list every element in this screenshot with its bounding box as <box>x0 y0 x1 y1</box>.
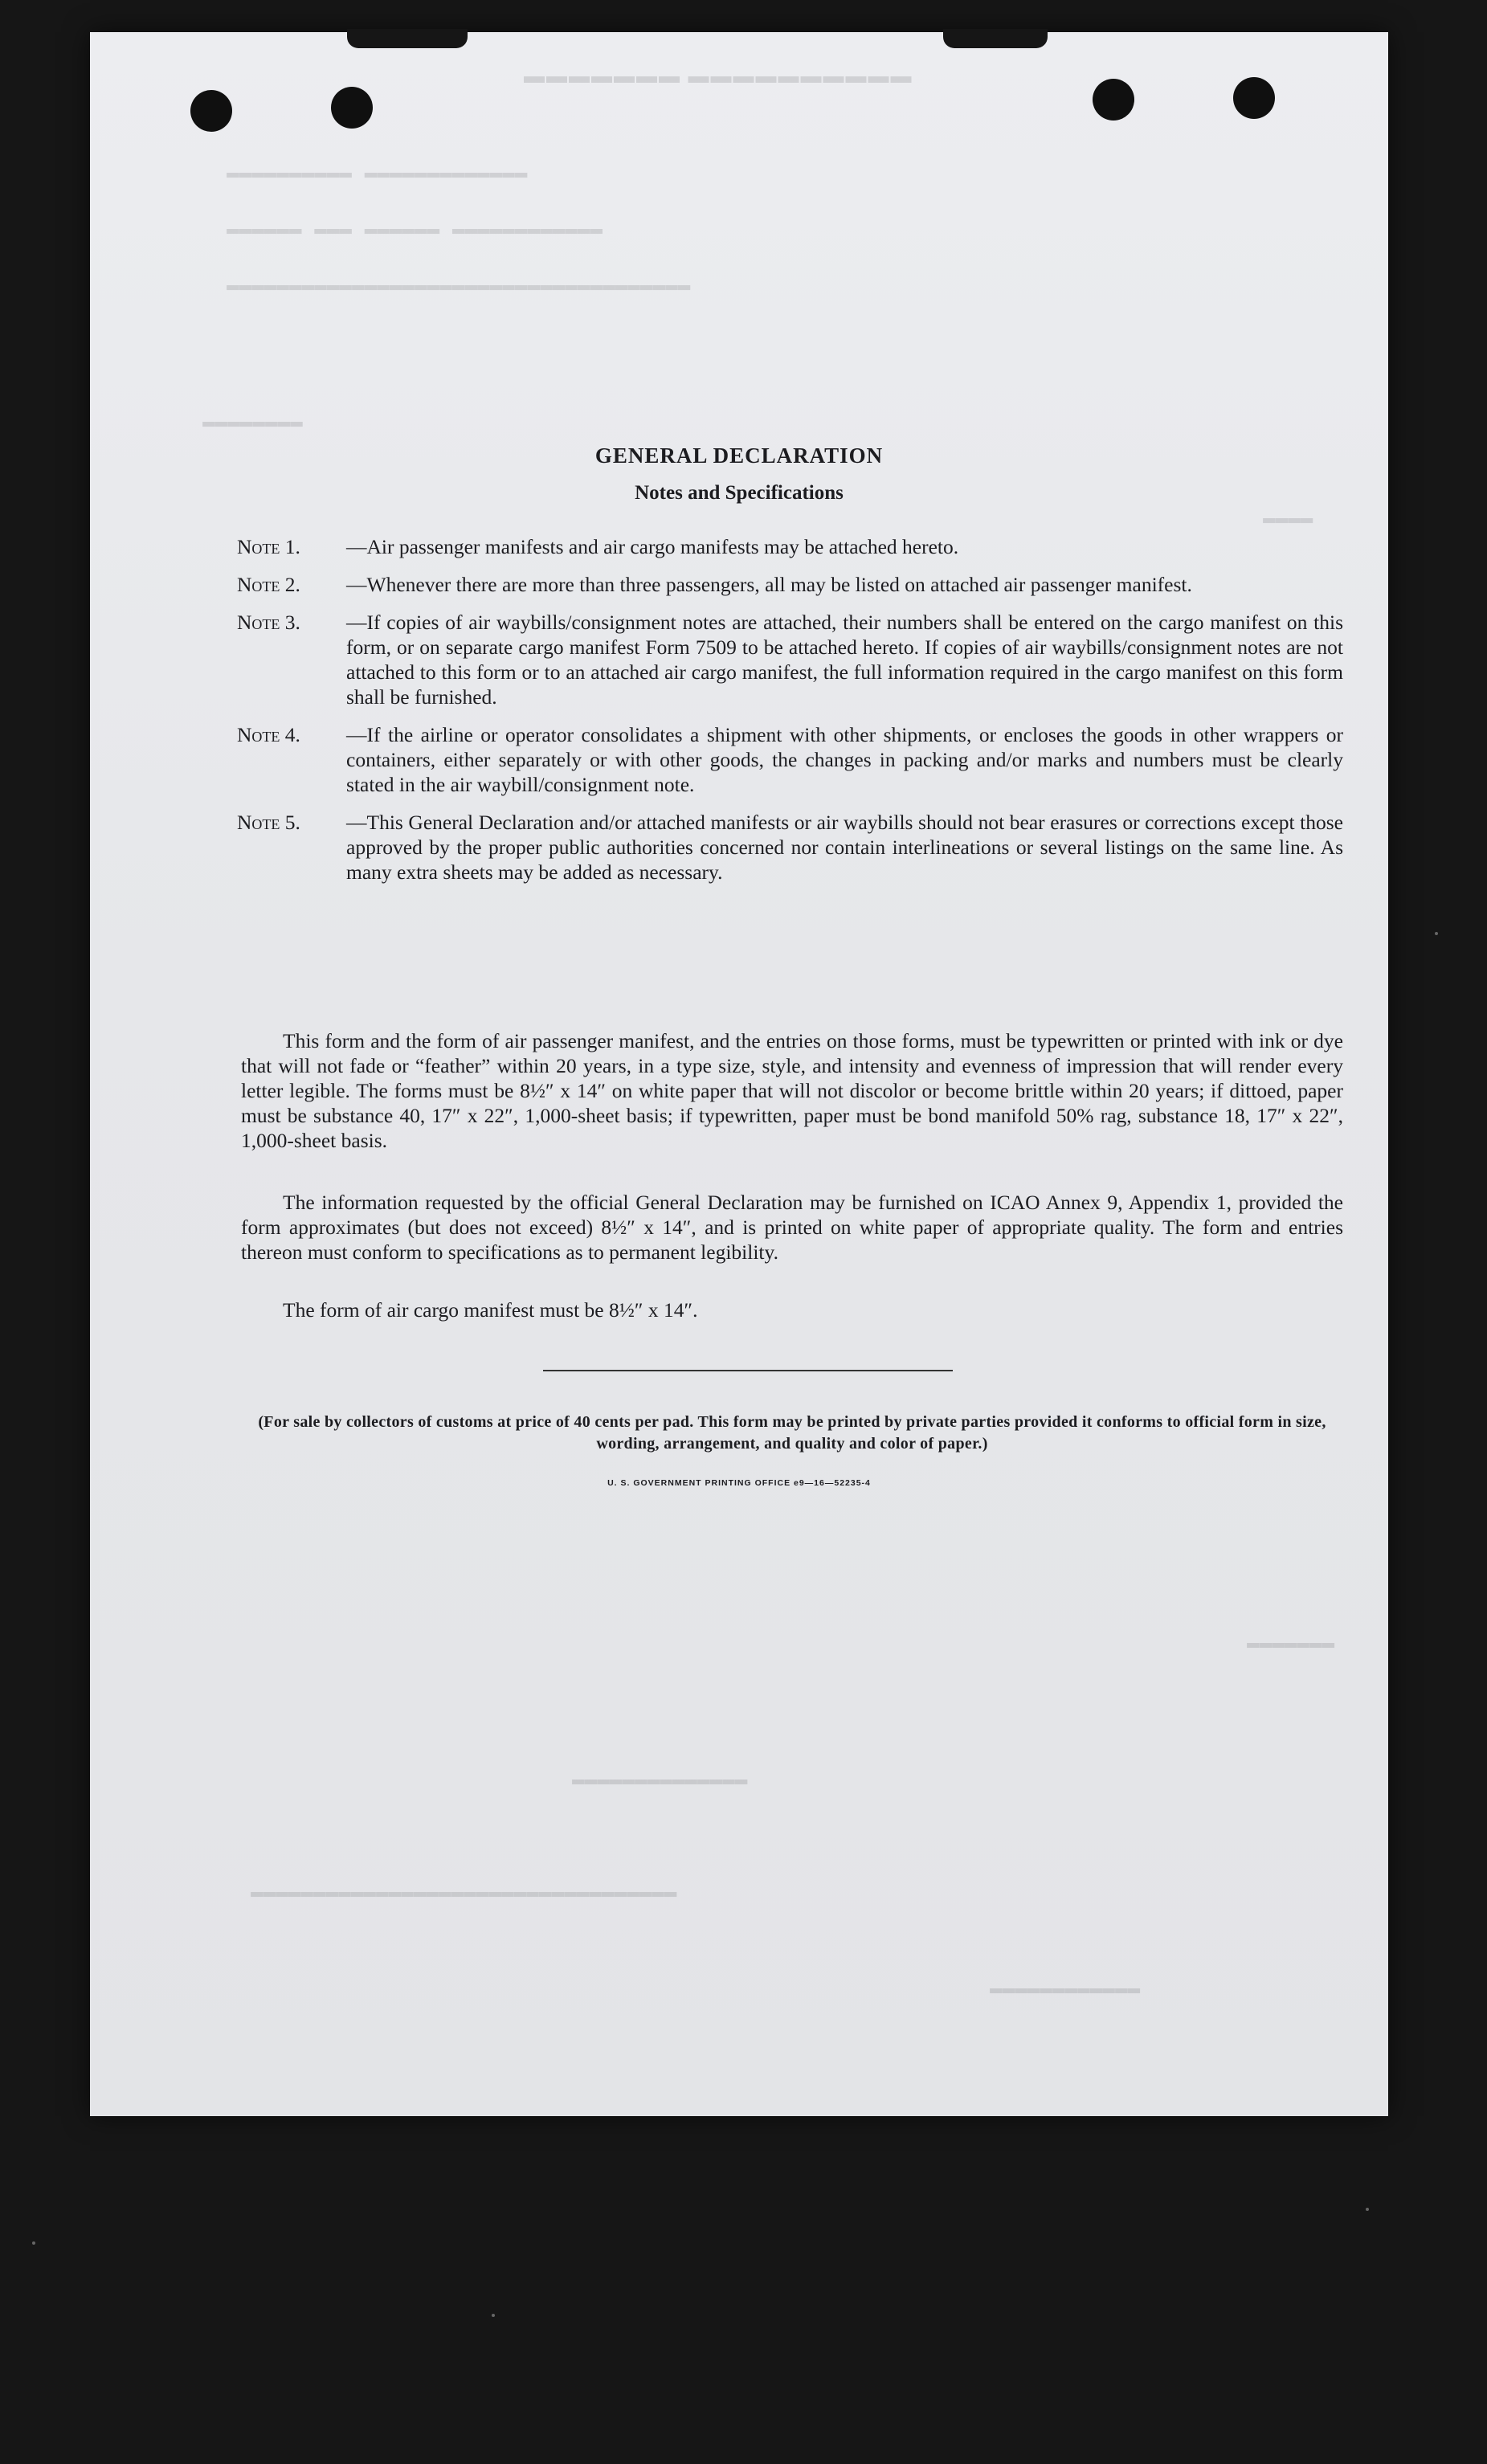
dust-speck <box>32 2241 35 2245</box>
bleed-through: ▬▬▬▬▬▬▬ ▬▬▬▬▬▬▬▬▬▬ <box>524 64 913 88</box>
paragraph-cargo-manifest-size: The form of air cargo manifest must be 8½″ x 14″. <box>283 1298 698 1322</box>
document-page <box>90 32 1388 2116</box>
dust-speck <box>1366 2208 1369 2211</box>
bleed-through: ▬▬▬▬▬▬▬▬▬▬▬▬▬▬▬▬▬▬▬▬▬▬▬▬▬▬▬▬▬▬▬▬▬▬▬▬▬ <box>227 273 691 297</box>
note-3 <box>237 610 1343 709</box>
dust-speck <box>492 2314 495 2317</box>
bleed-through: ▬▬▬▬▬▬▬▬▬▬▬▬▬▬ <box>572 1767 748 1792</box>
bleed-through: ▬▬▬▬▬▬▬▬ <box>202 410 303 434</box>
notes-list <box>237 534 1343 897</box>
note-text: —If copies of air waybills/consignment notes are attached, their numbers shall be entered on the cargo manifest on this form, or on separate cargo manifest Form 7509 to be attached hereto. If copies of air waybills/consignment notes are not attached to this form or to an attached air cargo manifest, the full information required in the cargo manifest on this form shall be furnished. <box>346 611 1343 709</box>
note-text: —This General Declaration and/or attached manifests or air waybills should not bear erasures or corrections except those approved by the proper public authorities concerned nor contain interlineations or several listings on the same line. As many extra sheets may be added as necessary. <box>346 811 1343 884</box>
paragraph-typewritten-requirements: This form and the form of air passenger manifest, and the entries on those forms, must be typewritten or printed with ink or dye that will not fade or “feather” within 20 years, in a type size, style, and intensity and evenness of impression that will render every letter legible. The forms must be 8½″ x 14″ on white paper that will not discolor or become brittle within 20 years; if dittoed, paper must be substance 40, 17″ x 22″, 1,000-sheet basis; if typewritten, paper must be bond manifold 50% rag, substance 18, 17″ x 22″, 1,000-sheet basis. <box>241 1029 1343 1152</box>
note-text: —If the airline or operator consolidates a shipment with other shipments, or encloses the goods in other wrappers or containers, either separately or with other goods, the changes in packing and/or marks and numbers must be clearly stated in the air waybill/consignment note. <box>346 723 1343 796</box>
page-subtitle: Notes and Specifications <box>635 482 844 504</box>
bleed-through: ▬▬▬▬ <box>1263 506 1313 530</box>
note-label: Note 2. <box>237 573 300 596</box>
note-1 <box>237 534 1343 559</box>
bleed-through: ▬▬▬▬▬▬▬▬▬▬▬▬▬▬▬▬▬▬▬▬▬▬▬▬▬▬▬▬▬▬▬▬▬▬ <box>251 1880 677 1904</box>
note-label: Note 3. <box>237 611 300 634</box>
bleed-through: ▬▬▬▬▬▬▬▬▬▬▬▬ <box>990 1976 1141 2000</box>
document-text <box>90 32 1388 2116</box>
note-label: Note 1. <box>237 535 300 558</box>
note-label: Note 4. <box>237 723 300 746</box>
dust-speck <box>1435 932 1438 935</box>
page-title: GENERAL DECLARATION <box>594 443 884 468</box>
printer-imprint: U. S. GOVERNMENT PRINTING OFFICE e9—16—52235-4 <box>607 1478 871 1488</box>
note-2 <box>237 572 1343 597</box>
bleed-through: ▬▬▬▬▬▬ ▬▬▬ ▬▬▬▬▬▬ ▬▬▬▬▬▬▬▬▬▬▬▬ <box>227 217 603 241</box>
note-5 <box>237 810 1343 885</box>
bleed-through: ▬▬▬▬▬▬▬ <box>1247 1631 1335 1655</box>
divider <box>543 1370 953 1371</box>
note-text: —Air passenger manifests and air cargo manifests may be attached hereto. <box>346 535 959 558</box>
note-text: —Whenever there are more than three passengers, all may be listed on attached air passenger manifest. <box>346 573 1192 596</box>
bleed-through: ▬▬▬▬▬▬▬▬▬▬ ▬▬▬▬▬▬▬▬▬▬▬▬▬ <box>227 161 528 185</box>
note-4 <box>237 722 1343 797</box>
sale-notice: (For sale by collectors of customs at price of 40 cents per pad. This form may be printed by private parties provided it conforms to official form in size, wording, arrangement, and quality and color of paper.) <box>258 1413 1326 1453</box>
note-label: Note 5. <box>237 811 300 834</box>
paragraph-icao-annex: The information requested by the official General Declaration may be furnished on ICAO Annex 9, Appendix 1, provided the form approximates (but does not exceed) 8½″ x 14″, and is printed on white paper of appropriate quality. The form and entries thereon must conform to specifications as to permanent legibility. <box>241 1191 1343 1264</box>
